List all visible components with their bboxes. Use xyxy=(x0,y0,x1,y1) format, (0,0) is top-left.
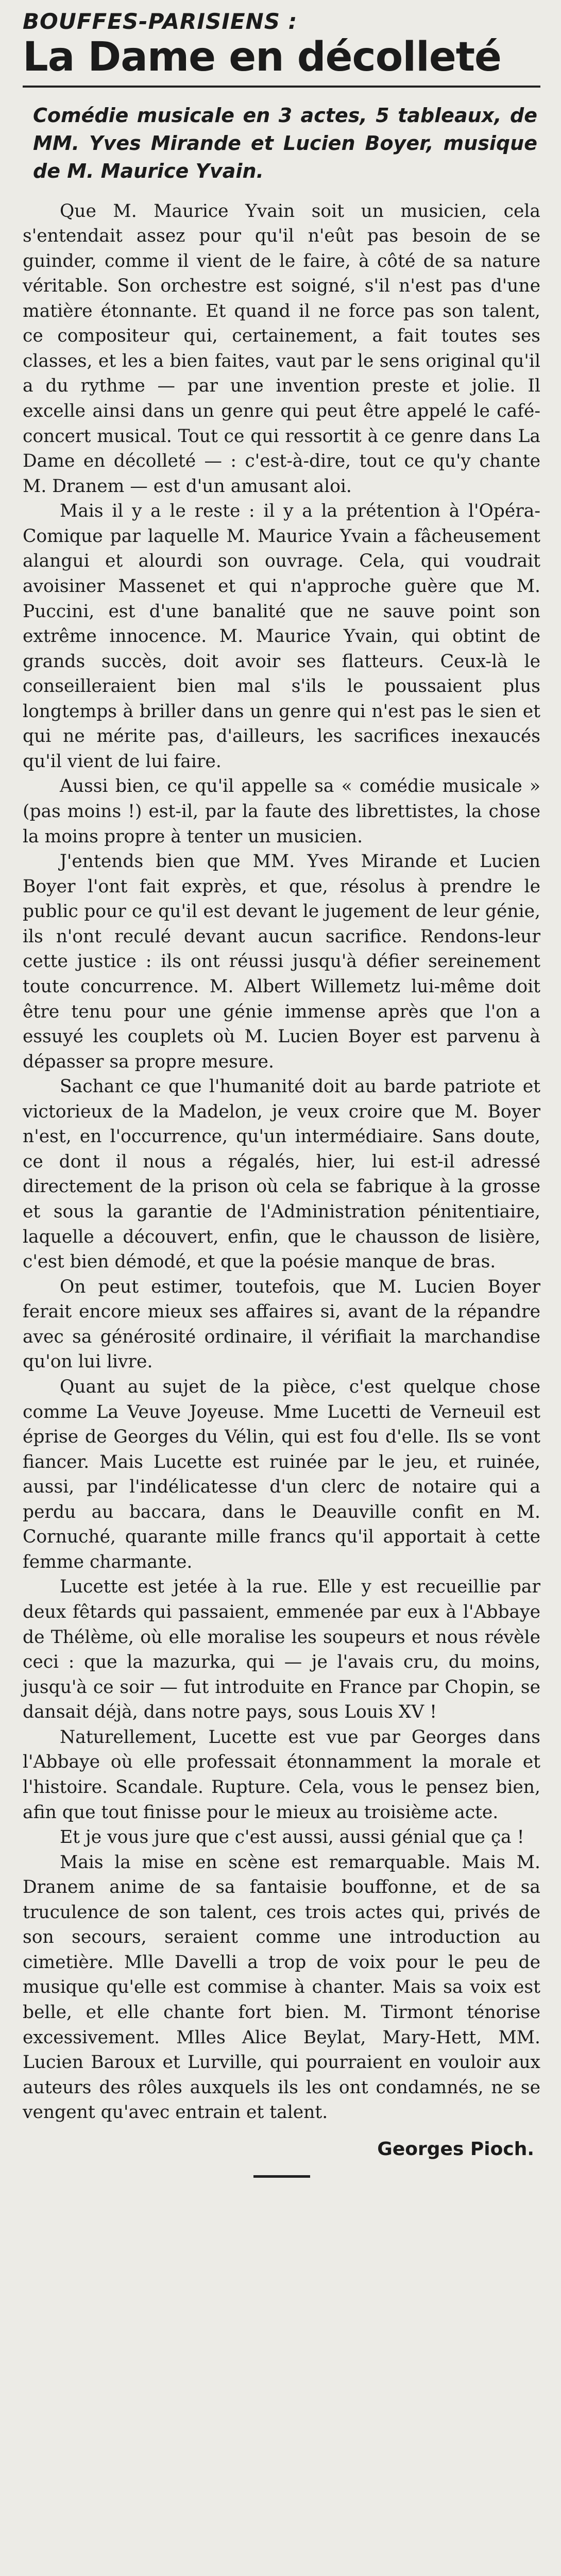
article-headline: La Dame en décolleté xyxy=(23,34,501,81)
paragraph: Mais la mise en scène est remarquable. Mais M. Dranem anime de sa fantaisie bouffonne, et de sa truculence de son talent, ces trois actes qui, privés de son secours, seraient comme une introduction au cimetière. Mlle Davelli a trop de voix pour le peu de musique qu'elle est commise à chanter. Mais sa voix est belle, et elle chante fort bien. M. Tirmont ténorise excessivement. Mlles Alice Beylat, Mary-Hett, MM. Lucien Baroux et Lurville, qui pourraient en vouloir aux auteurs des rôles auxquels ils les ont condamnés, ne se vengent qu'avec entrain et talent. xyxy=(23,1852,540,2123)
paragraph: Aussi bien, ce qu'il appelle sa « comédie musicale » (pas moins !) est-il, par la faute des librettistes, la chose la moins propre à tenter un musicien. xyxy=(23,776,540,847)
section-kicker: BOUFFES-PARISIENS : xyxy=(23,9,298,34)
paragraph: Mais il y a le reste : il y a la prétention à l'Opéra-Comique par laquelle M. Maurice Yvain a fâcheusement alangui et alourdi son ouvrage. Cela, qui voudrait avoisiner Massenet et qui n'approche guère que M. Puccini, est d'une banalité que ne sauve point son extrême innocence. M. Maurice Yvain, qui obtint de grands succès, doit avoir ses flatteurs. Ceux-là le conseilleraient bien mal s'ils le poussaient plus longtemps à briller dans un genre qui n'est pas le sien et qui ne mérite pas, d'ailleurs, les sacrifices inexaucés qu'il vient de lui faire. xyxy=(23,501,540,772)
paragraph: J'entends bien que MM. Yves Mirande et Lucien Boyer l'ont fait exprès, et que, résolus à prendre le public pour ce qu'il est devant le jugement de leur génie, ils n'ont reculé devant aucun sacrifice. Rendons-leur cette justice : ils ont réussi jusqu'à défier sereinement toute concurrence. M. Albert Willemetz lui-même doit être tenu pour une génie immense après que l'on a essuyé les couplets où M. Lucien Boyer est parvenu à dépasser sa propre mesure. xyxy=(23,851,540,1072)
paragraph: Quant au sujet de la pièce, c'est quelque chose comme La Veuve Joyeuse. Mme Lucetti de Verneuil est éprise de Georges du Vélin, qui est fou d'elle. Ils se vont fiancer. Mais Lucette est ruinée par le jeu, et ruinée, aussi, par l'indélicatesse d'un clerc de notaire qui a perdu au baccara, dans le Deauville confit en M. Cornuché, quarante mille francs qu'il apportait à cette femme charmante. xyxy=(23,1376,540,1572)
paragraph: Et je vous jure que c'est aussi, aussi génial que ça ! xyxy=(60,1827,524,1848)
paragraph: Que M. Maurice Yvain soit un musicien, cela s'entendait assez pour qu'il n'eût pas besoin de se guinder, comme il vient de le faire, à côté de sa nature véritable. Son orchestre est soigné, s'il n'est pas d'une matière étonnante. Et quand il ne force pas son talent, ce compositeur qui, certainement, a fait toutes ses classes, et les a bien faites, vaut par le sens original qu'il a du rythme — par une invention preste et jolie. Il excelle ainsi dans un genre qui peut être appelé le café-concert musical. Tout ce qui ressortit à ce genre dans La Dame en décolleté — : c'est-à-dire, tout ce qu'y chante M. Dranem — est d'un amusant aloi. xyxy=(23,200,540,497)
paragraph: Naturellement, Lucette est vue par Georges dans l'Abbaye où elle professait étonnamment la morale et l'histoire. Scandale. Rupture. Cela, vous le pensez bien, afin que tout finisse pour le mieux au troisième acte. xyxy=(23,1726,540,1823)
author-signature: Georges Pioch. xyxy=(377,2138,534,2160)
paragraph: Sachant ce que l'humanité doit au barde patriote et victorieux de la Madelon, je veux croire que M. Boyer n'est, en l'occurrence, qu'un intermédiaire. Sans doute, ce dont il nous a régalés, hier, lui est-il adressé directement de la prison où cela se fabrique à la grosse et sous la garantie de l'Administration pénitentiaire, laquelle a découvert, enfin, que le chausson de lisière, c'est bien démodé, et que la poésie manque de bras. xyxy=(23,1076,540,1273)
headline-rule xyxy=(23,86,540,88)
article-subtitle: Comédie musicale en 3 actes, 5 tableaux, de MM. Yves Mirande et Lucien Boyer, musique de M. Maurice Yvain. xyxy=(33,104,537,182)
end-rule xyxy=(253,2175,310,2178)
paragraph: On peut estimer, toutefois, que M. Lucien Boyer ferait encore mieux ses affaires si, avant de la répandre avec sa générosité ordinaire, il vérifiait la marchandise qu'on lui livre. xyxy=(23,1276,540,1372)
article-body xyxy=(23,199,540,2125)
paragraph: Lucette est jetée à la rue. Elle y est recueillie par deux fêtards qui passaient, emmenée par eux à l'Abbaye de Thélème, où elle moralise les soupeurs et nous révèle ceci : que la mazurka, qui — je l'avais cru, du moins, jusqu'à ce soir — fut introduite en France par Chopin, se dansait déjà, dans notre pays, sous Louis XV ! xyxy=(23,1577,540,1723)
